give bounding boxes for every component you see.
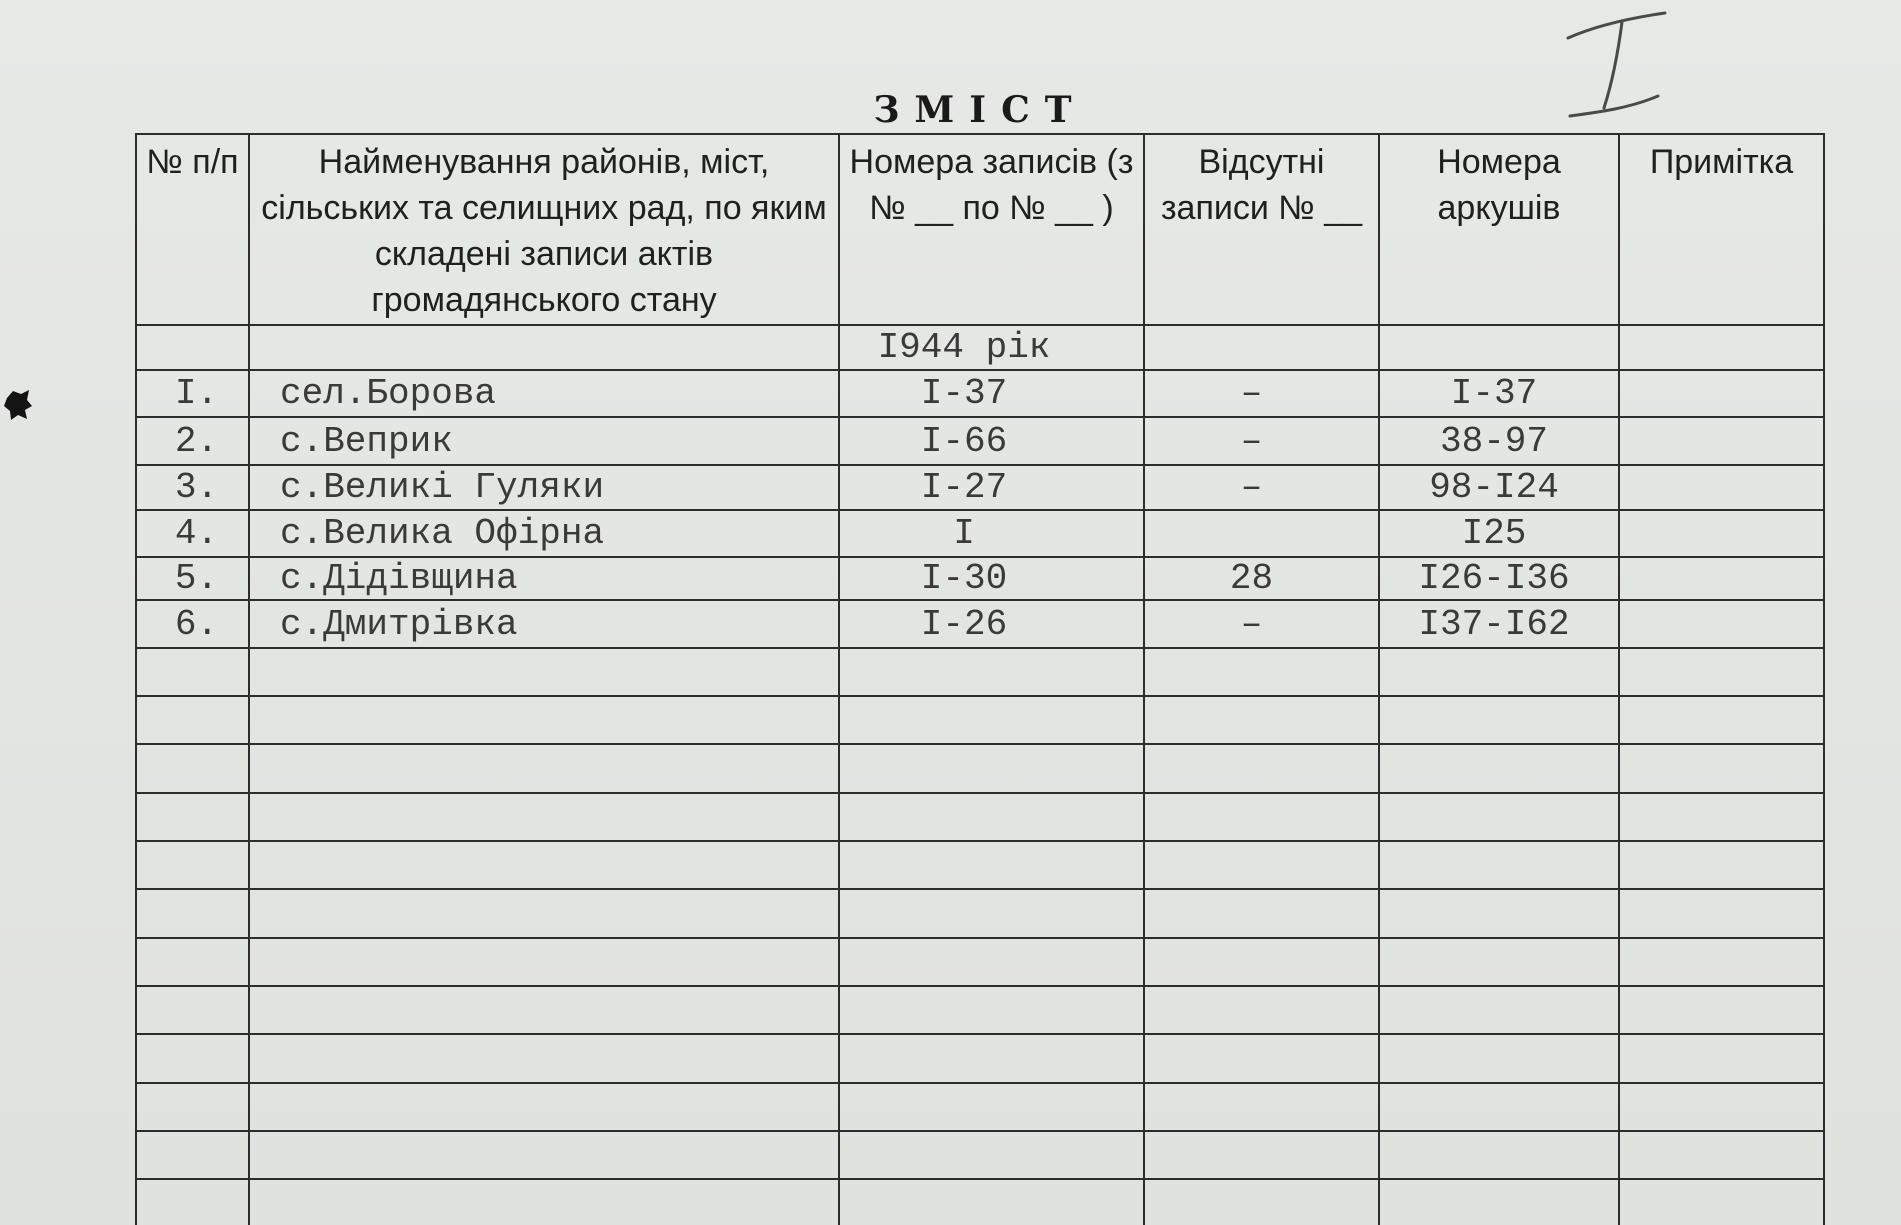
cell-records: I-30 [839, 557, 1144, 600]
cell-name: с.Веприк [249, 417, 839, 465]
table-row [136, 370, 1824, 417]
cell-number: 6. [136, 600, 249, 647]
contents-table [135, 133, 1825, 1225]
empty-row [136, 696, 1824, 744]
year-label: I944 рік [839, 325, 1144, 369]
cell-number: 2. [136, 417, 249, 465]
cell-sheets: I26-I36 [1379, 557, 1619, 600]
cell-records: I-27 [839, 465, 1144, 509]
document-title: ЗМІСТ [873, 89, 1087, 131]
cell-records: I-66 [839, 417, 1144, 465]
header-missing: Відсутні записи № __ [1144, 134, 1379, 325]
cell-number: 5. [136, 557, 249, 600]
cell-note [1619, 557, 1824, 600]
empty-row [136, 744, 1824, 792]
empty-row [136, 1083, 1824, 1131]
cell-note [1619, 600, 1824, 647]
empty-row [136, 1034, 1824, 1082]
header-note: Примітка [1619, 134, 1824, 325]
cell-records: I [839, 510, 1144, 557]
cell-number: I. [136, 370, 249, 417]
cell-sheets: 98-I24 [1379, 465, 1619, 509]
cell-sheets: I25 [1379, 510, 1619, 557]
cell-name: с.Дідівщина [249, 557, 839, 600]
cell-note [1619, 510, 1824, 557]
cell-sheets: I37-I62 [1379, 600, 1619, 647]
cell-note [1619, 417, 1824, 465]
handwritten-numeral-icon [1560, 8, 1670, 123]
table-header-row [136, 134, 1824, 325]
empty-row [136, 938, 1824, 986]
cell-number: 3. [136, 465, 249, 509]
cell-records: I-37 [839, 370, 1144, 417]
empty-row [136, 648, 1824, 696]
cell-records: I-26 [839, 600, 1144, 647]
cell-name: с.Великі Гуляки [249, 465, 839, 509]
table-row [136, 557, 1824, 600]
cell-number: 4. [136, 510, 249, 557]
table-row [136, 417, 1824, 465]
header-name: Найменування районів, міст, сільських та селищних рад, по яким складені записи актів громадянського стану [249, 134, 839, 325]
table-row [136, 510, 1824, 557]
cell-missing: – [1144, 600, 1379, 647]
empty-row [136, 986, 1824, 1034]
cell-name: сел.Борова [249, 370, 839, 417]
cell-name: с.Дмитрівка [249, 600, 839, 647]
header-records: Номера записів (з № __ по № __ ) [839, 134, 1144, 325]
year-row [136, 325, 1824, 369]
page-number-mark [1560, 8, 1670, 123]
header-number: № п/п [136, 134, 249, 325]
empty-row [136, 793, 1824, 841]
punch-hole [3, 388, 33, 422]
table-row [136, 600, 1824, 647]
cell-missing: – [1144, 417, 1379, 465]
table-row [136, 465, 1824, 509]
cell-name: с.Велика Офірна [249, 510, 839, 557]
cell-sheets: 38-97 [1379, 417, 1619, 465]
cell-note [1619, 465, 1824, 509]
empty-row [136, 1131, 1824, 1179]
empty-row [136, 841, 1824, 889]
cell-note [1619, 370, 1824, 417]
header-sheets: Номера аркушів [1379, 134, 1619, 325]
cell-missing: – [1144, 465, 1379, 509]
punch-hole-icon [3, 388, 33, 422]
empty-row [136, 889, 1824, 937]
empty-row [136, 1179, 1824, 1225]
cell-missing: – [1144, 370, 1379, 417]
cell-sheets: I-37 [1379, 370, 1619, 417]
cell-missing: 28 [1144, 557, 1379, 600]
cell-missing [1144, 510, 1379, 557]
